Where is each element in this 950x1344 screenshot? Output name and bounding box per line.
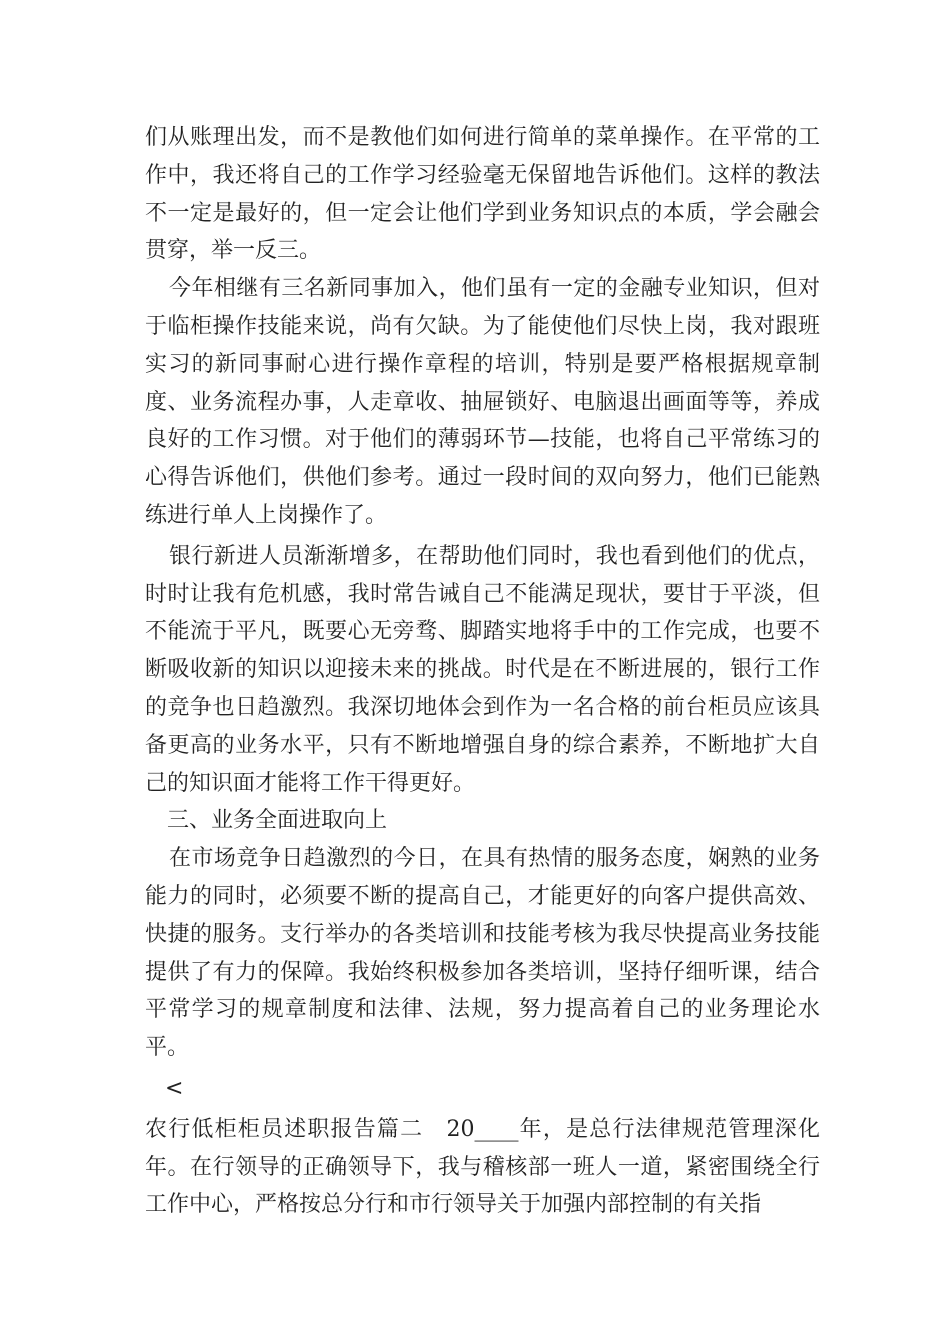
paragraph-continuation: 们从账理出发，而不是教他们如何进行简单的菜单操作。在平常的工作中，我还将自己的工作学习经验毫无保留地告诉他们。这样的教法不一定是最好的，但一定会让他们学到业务知识点的本质，学会融会贯穿，举一反三。 — [145, 125, 820, 264]
section-heading: 三、业务全面进取向上 — [167, 808, 388, 834]
paragraph-new-staff: 银行新进人员渐渐增多，在帮助他们同时，我也看到他们的优点，时时让我有危机感，我时常告诫自己不能满足现状，要甘于平淡，但不能流于平凡，既要心无旁骛、脚踏实地将手中的工作完成，也要不断吸收新的知识以迎接未来的挑战。时代是在不断进展的，银行工作的竞争也日趋激烈。我深切地体会到作为一名合格的前台柜员应该具备更高的业务水平，只有不断地增强自身的综合素养，不断地扩大自己的知识面才能将工作干得更好。 — [145, 543, 820, 796]
paragraph-report-two: 农行低柜柜员述职报告篇二 20____年，是总行法律规范管理深化年。在行领导的正确领导下，我与稽核部一班人一道，紧密围绕全行工作中心，严格按总分行和市行领导关于加强内部控制的有关指 — [145, 1116, 820, 1218]
stray-symbol: < — [165, 1075, 184, 1101]
body-text — [145, 119, 820, 1224]
paragraph-new-colleagues: 今年相继有三名新同事加入，他们虽有一定的金融专业知识，但对于临柜操作技能来说，尚有欠缺。为了能使他们尽快上岗，我对跟班实习的新同事耐心进行操作章程的培训，特别是要严格根据规章制度、业务流程办事，人走章收、抽屉锁好、电脑退出画面等等，养成良好的工作习惯。对于他们的薄弱环节—技能，也将自己平常练习的心得告诉他们，供他们参考。通过一段时间的双向努力，他们已能熟练进行单人上岗操作了。 — [145, 276, 820, 528]
paragraph-market-competition: 在市场竞争日趋激烈的今日，在具有热情的服务态度，娴熟的业务能力的同时，必须要不断的提高自己，才能更好的向客户提供高效、快捷的服务。支行举办的各类培训和技能考核为我尽快提高业务技能提供了有力的保障。我始终积极参加各类培训，坚持仔细听课，结合平常学习的规章制度和法律、法规，努力提高着自己的业务理论水平。 — [145, 846, 820, 1061]
